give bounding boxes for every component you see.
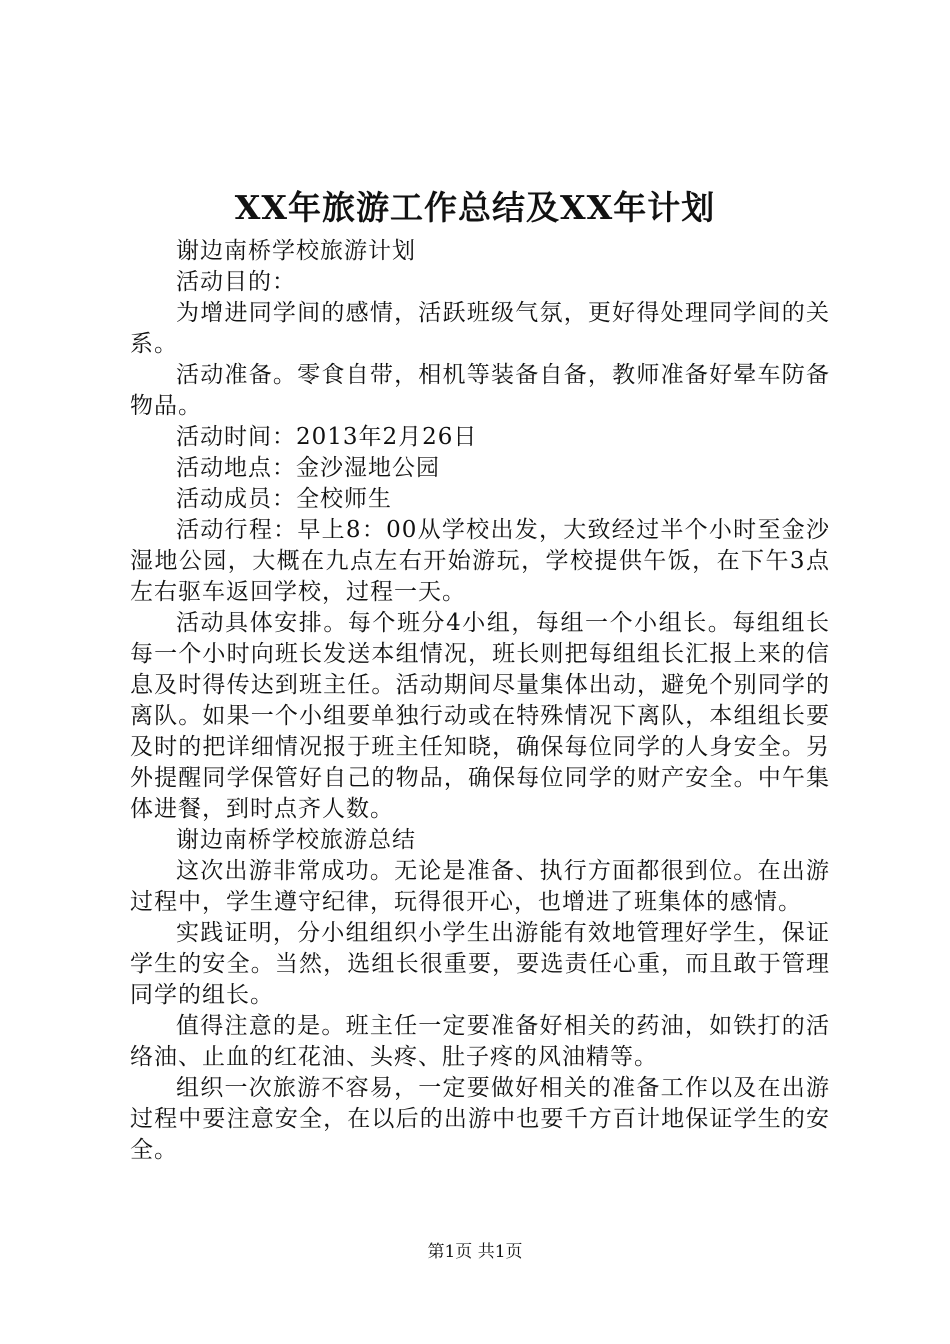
paragraph-itinerary: 活动行程：早上8：00从学校出发，大致经过半个小时至金沙湿地公园，大概在九点左右开始游玩，学校提供午饭，在下午3点左右驱车返回学校，过程一天。 — [130, 517, 830, 605]
paragraph-preparation: 活动准备。零食自带，相机等装备自备，教师准备好晕车防备物品。 — [130, 362, 830, 419]
paragraph-purpose: 为增进同学间的感情，活跃班级气氛，更好得处理同学间的关系。 — [130, 300, 830, 357]
page-footer: 第1页 共1页 — [427, 1242, 523, 1262]
paragraph-summary-conclusion: 组织一次旅游不容易，一定要做好相关的准备工作以及在出游过程中要注意安全，在以后的出游中也要千方百计地保证学生的安全。 — [130, 1075, 830, 1163]
paragraph-plan-heading: 谢边南桥学校旅游计划 — [176, 238, 416, 264]
paragraph-summary-success: 这次出游非常成功。无论是准备、执行方面都很到位。在出游过程中，学生遵守纪律，玩得很开心，也增进了班集体的感情。 — [130, 858, 830, 915]
paragraph-time: 活动时间：2013年2月26日 — [176, 424, 478, 450]
paragraph-summary-notice: 值得注意的是。班主任一定要准备好相关的药油，如铁打的活络油、止血的红花油、头疼、肚子疼的风油精等。 — [130, 1013, 830, 1070]
document-body — [130, 236, 830, 1166]
document-title: XX年旅游工作总结及XX年计划 — [234, 188, 716, 227]
paragraph-location: 活动地点：金沙湿地公园 — [176, 455, 440, 481]
paragraph-summary-heading: 谢边南桥学校旅游总结 — [176, 827, 416, 853]
paragraph-members: 活动成员：全校师生 — [176, 486, 392, 512]
paragraph-summary-practice: 实践证明，分小组组织小学生出游能有效地管理好学生，保证学生的安全。当然，选组长很重要，要选责任心重，而且敢于管理同学的组长。 — [130, 920, 830, 1008]
paragraph-purpose-label: 活动目的： — [176, 269, 296, 295]
paragraph-arrangement: 活动具体安排。每个班分4小组，每组一个小组长。每组组长每一个小时向班长发送本组情况，班长则把每组组长汇报上来的信息及时得传达到班主任。活动期间尽量集体出动，避免个别同学的离队。如果一个小组要单独行动或在特殊情况下离队，本组组长要及时的把详细情况报于班主任知晓，确保每位同学的人身安全。另外提醒同学保管好自己的物品，确保每位同学的财产安全。中午集体进餐，到时点齐人数。 — [130, 610, 830, 822]
